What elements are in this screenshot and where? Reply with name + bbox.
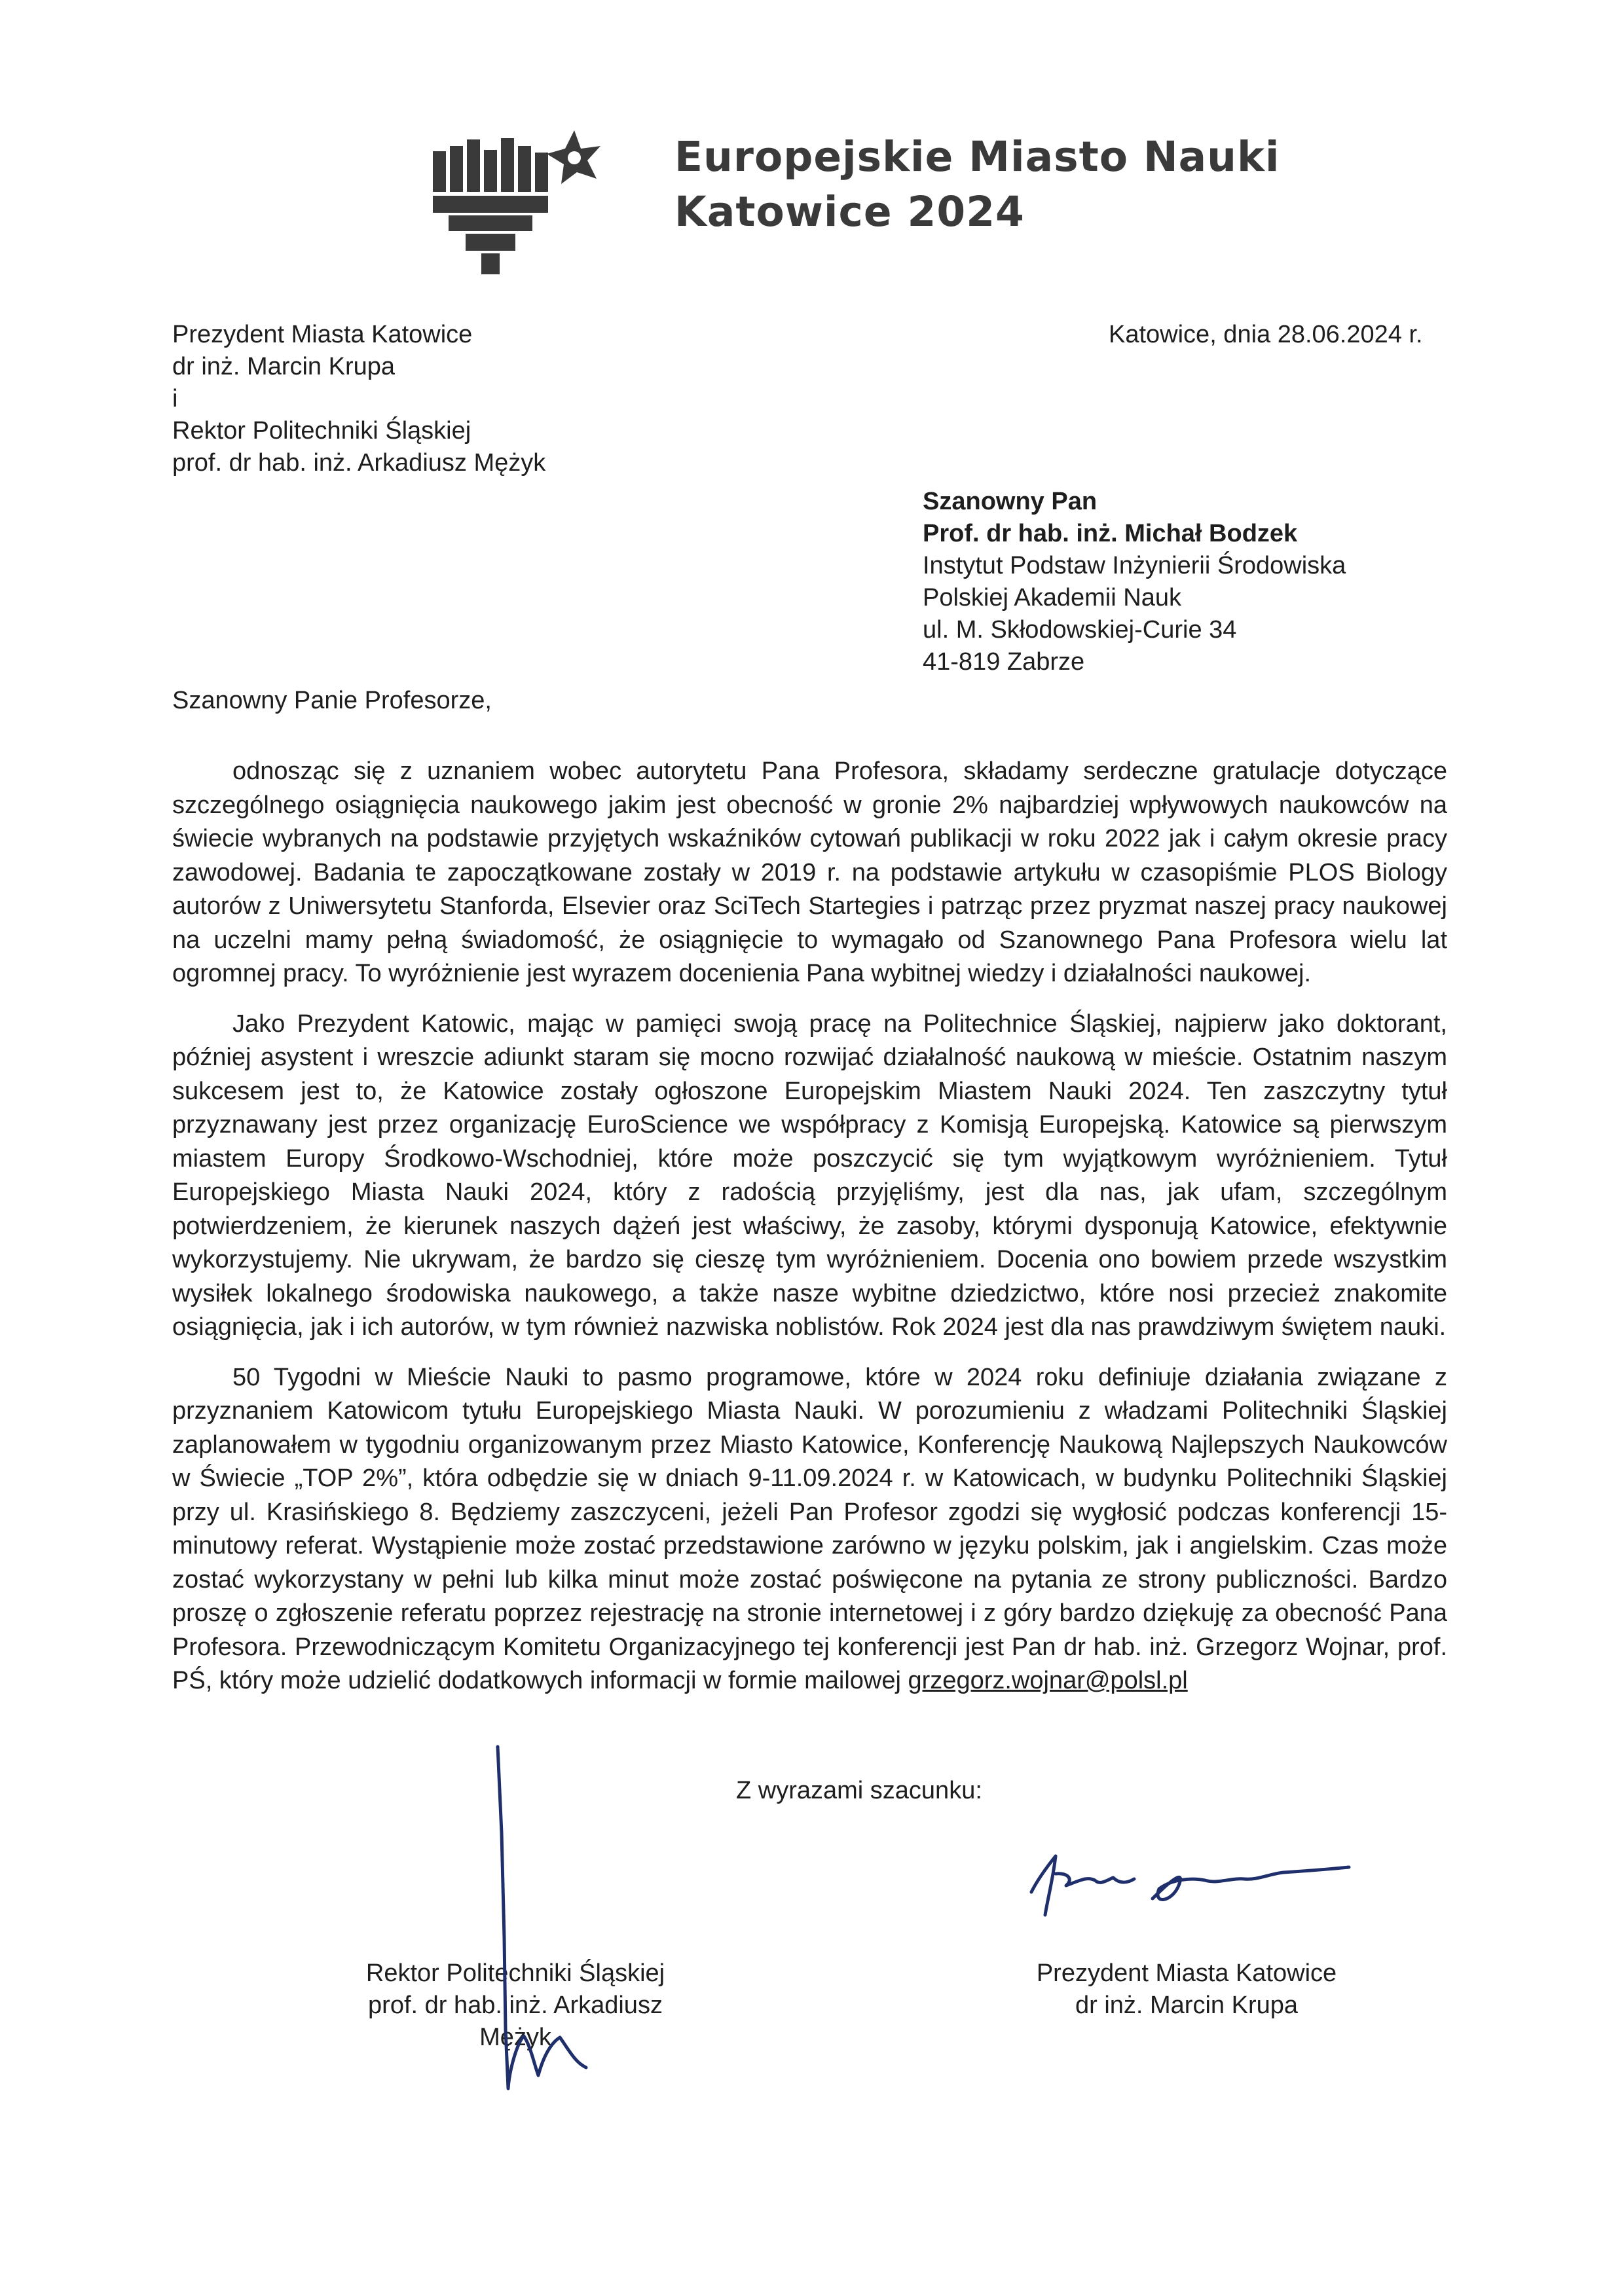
sender-line: prof. dr hab. inż. Arkadiusz Mężyk — [172, 449, 546, 477]
sender-line: Rektor Politechniki Śląskiej — [172, 417, 471, 445]
signature-name: dr inż. Marcin Krupa — [1075, 1992, 1298, 2019]
paragraph-text: 50 Tygodni w Mieście Nauki to pasmo programowe, które w 2024 roku definiuje działania związane z przyznaniem Katowicom tytułu Europejskiego Miasta Nauki. W porozumieniu z władzami Politechniki Śląskiej zaplanowałem w tygodniu organizowanym przez Miasto Katowice, Konferencję Naukową Najlepszych Naukowców w Świecie „TOP 2%”, która odbędzie się w dniach 9-11.09.2024 r. w Katowicach, w budynku Politechniki Śląskiej przy ul. Krasińskiego 8. Będziemy zaszczyceni, jeżeli Pan Profesor zgodzi się wygłosić podczas konferencji 15-minutowy referat. Wystąpienie może zostać przedstawione zarówno w języku polskim, jak i angielskim. Czas może zostać wykorzystany w pełni lub kilka minut może zostać poświęcone na pytania ze strony publiczności. Bardzo proszę o zgłoszenie referatu poprzez rejestrację na stronie internetowej i z góry bardzo dziękuję za obecność Pana Profesora. Przewodniczącym Komitetu Organizacyjnego tej konferencji jest Pan dr hab. inż. Grzegorz Wojnar, prof. PŚ, który może udzielić dodatkowych informacji w formie mailowej — [172, 1363, 1447, 1694]
sender-line: dr inż. Marcin Krupa — [172, 353, 396, 380]
sender-line: i — [172, 385, 178, 412]
recipient-line: 41-819 Zabrze — [923, 648, 1085, 676]
paragraph: odnosząc się z uznaniem wobec autorytetu Pana Profesora, składamy serdeczne gratulacje dotyczące szczególnego osiągnięcia naukowego jakim jest obecność w gronie 2% najbardziej wpływowych naukowców na świecie wybranych na podstawie przyjętych wskaźników cytowań publikacji w roku 2022 jak i całym okresie pracy zawodowej. Badania te zapoczątkowane zostały w 2019 r. na podstawie artykułu w czasopiśmie PLOS Biology autorów z Uniwersytetu Stanforda, Elsevier oraz SciTech Startegies i patrząc przez pryzmat naszej pracy naukowej na uczelni mamy pełną świadomość, że osiągnięcie to wymagało od Szanownego Pana Profesora wielu lat ogromnej pracy. To wyróżnienie jest wyrazem docenienia Pana wybitnej wiedzy i działalności naukowej. — [172, 757, 1447, 987]
salutation: Szanowny Panie Profesorze, — [172, 687, 492, 714]
recipient-line: Polskiej Akademii Nauk — [923, 584, 1181, 611]
closing: Z wyrazami szacunku: — [736, 1777, 982, 1804]
sender-line: Prezydent Miasta Katowice — [172, 321, 473, 348]
logo-title-line1: Europejskie Miasto Nauki — [674, 133, 1280, 181]
paragraph: Jako Prezydent Katowic, mając w pamięci swoją pracę na Politechnice Śląskiej, najpierw jako doktorant, później asystent i wreszcie adiunkt staram się mocno rozwijać działalność naukową w mieście. Ostatnim naszym sukcesem jest to, że Katowice zostały ogłoszone Europejskim Miastem Nauki 2024. Ten zaszczytny tytuł przyznawany jest przez organizację EuroScience we współpracy z Komisją Europejską. Katowice są pierwszym miastem Europy Środkowo-Wschodniej, które może poszczycić się tym wyjątkowym wyróżnieniem. Tytuł Europejskiego Miasta Nauki 2024, który z radością przyjęliśmy, jest dla nas, jak ufam, szczególnym potwierdzeniem, że kierunek naszych dążeń jest właściwy, że zasoby, którymi dysponują Katowice, efektywnie wykorzystujemy. Nie ukrywam, że bardzo się cieszę tym wyróżnieniem. Docenia ono bowiem przede wszystkim wysiłek lokalnego środowiska naukowego, a także nasze wybitne dziedzictwo, które nosi przecież znakomite osiągnięcia, jak i ich autorów, w tym również nazwiska noblistów. Rok 2024 jest dla nas prawdziwym świętem nauki. — [172, 1010, 1447, 1341]
recipient-line: ul. M. Skłodowskiej-Curie 34 — [923, 616, 1237, 644]
letter-date: Katowice, dnia 28.06.2024 r. — [1109, 321, 1423, 348]
sender-block — [172, 319, 545, 479]
recipient-line: Instytut Podstaw Inżynierii Środowiska — [923, 552, 1346, 579]
signature-block-rector — [332, 1958, 699, 2054]
signature-block-mayor — [1003, 1958, 1370, 2022]
recipient-block — [923, 486, 1346, 678]
logo-title-line2: Katowice 2024 — [674, 188, 1025, 236]
paragraph — [172, 1361, 1447, 1698]
logo-title — [674, 130, 1280, 240]
letter-body — [172, 755, 1447, 1715]
signature-title: Rektor Politechniki Śląskiej — [365, 1959, 665, 1987]
city-of-science-logo — [429, 120, 704, 283]
recipient-name: Prof. dr hab. inż. Michał Bodzek — [923, 520, 1298, 547]
email-link[interactable]: grzegorz.wojnar@polsl.pl — [908, 1667, 1188, 1694]
signature-title: Prezydent Miasta Katowice — [1036, 1959, 1337, 1987]
recipient-line: Szanowny Pan — [923, 488, 1098, 515]
signature-name: prof. dr hab. inż. Arkadiusz Mężyk — [368, 1992, 663, 2051]
mayor-signature — [1031, 1856, 1349, 1915]
